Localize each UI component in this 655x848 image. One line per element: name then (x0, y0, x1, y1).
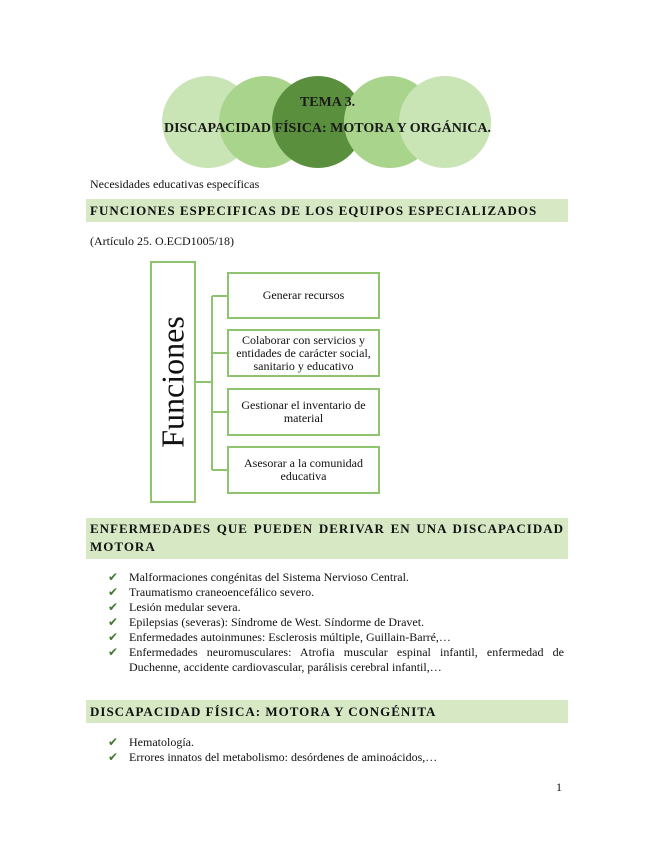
list-item: ✔ Epilepsias (severas): Síndrome de West. Síndorme de Dravet. (108, 615, 425, 629)
title-line-1: TEMA 3. (299, 95, 356, 110)
title-line-2: DISCAPACIDAD FÍSICA: MOTORA Y ORGÁNICA. (163, 121, 492, 136)
page-title (150, 94, 505, 138)
check-icon: ✔ (108, 645, 119, 659)
check-icon: ✔ (108, 570, 119, 584)
subtitle: Necesidades educativas específicas (90, 177, 260, 191)
congenital-list (108, 735, 564, 765)
function-node-3: Gestionar el inventario de material (227, 388, 380, 436)
section-heading-congenita: DISCAPACIDAD FÍSICA: MOTORA Y CONGÉNITA (86, 700, 568, 723)
list-item: ✔ Enfermedades neuromusculares: Atrofia muscular espinal infantil, enfermedad de Duchenne, accidente cardiovascular, parálisis cerebral infantil,… (108, 645, 564, 674)
check-icon: ✔ (108, 735, 119, 749)
check-icon: ✔ (108, 615, 119, 629)
list-item: ✔ Enfermedades autoinmunes: Esclerosis múltiple, Guillain-Barré,… (108, 630, 451, 644)
check-icon: ✔ (108, 750, 119, 764)
article-reference: (Artículo 25. O.ECD1005/18) (90, 234, 234, 248)
check-icon: ✔ (108, 630, 119, 644)
section-heading-funciones: FUNCIONES ESPECIFICAS DE LOS EQUIPOS ESPECIALIZADOS (86, 199, 568, 222)
functions-root-box (150, 261, 196, 503)
header-circles (0, 0, 655, 180)
list-item: ✔ Errores innatos del metabolismo: desórdenes de aminoácidos,… (108, 750, 438, 764)
check-icon: ✔ (108, 585, 119, 599)
check-icon: ✔ (108, 600, 119, 614)
functions-root-label: Funciones (154, 316, 191, 448)
function-node-4: Asesorar a la comunidad educativa (227, 446, 380, 494)
list-item: ✔ Lesión medular severa. (108, 600, 241, 614)
list-item: ✔ Hematología. (108, 735, 194, 749)
list-item: ✔ Traumatismo craneoencefálico severo. (108, 585, 315, 599)
section-heading-enfermedades: ENFERMEDADES QUE PUEDEN DERIVAR EN UNA DISCAPACIDAD MOTORA (86, 518, 568, 559)
diseases-list (108, 570, 564, 675)
page-number: 1 (556, 780, 562, 794)
function-node-2: Colaborar con servicios y entidades de carácter social, sanitario y educativo (227, 329, 380, 377)
function-node-1: Generar recursos (227, 272, 380, 319)
list-item: ✔ Malformaciones congénitas del Sistema Nervioso Central. (108, 570, 409, 584)
